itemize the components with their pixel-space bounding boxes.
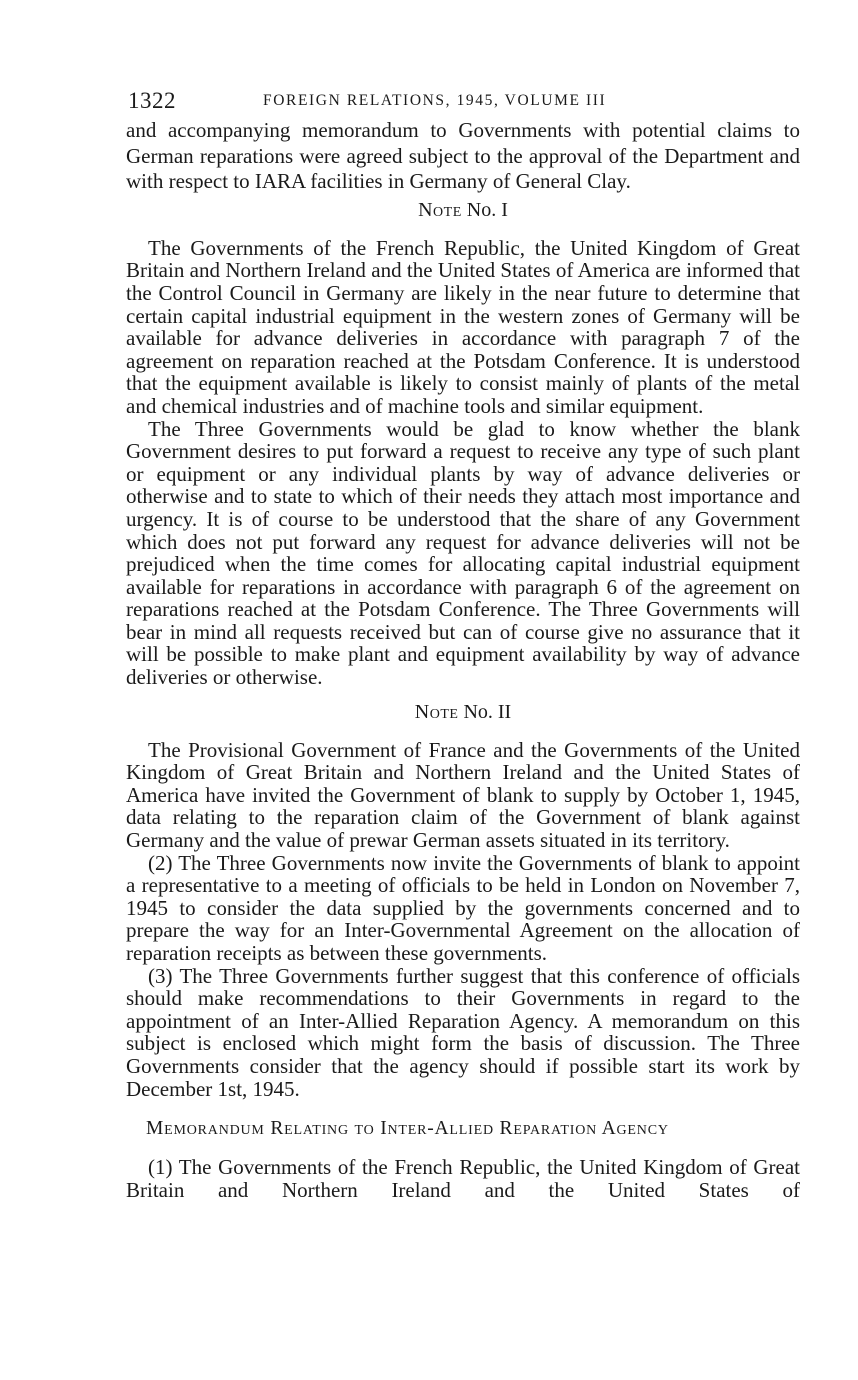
page-number: 1322: [128, 88, 176, 113]
note-1-paragraph-2: The Three Governments would be glad to know whether the blank Government desires to put forward a request to receive any type of such plant or equipment or any individual plants by way of advance deliveries or otherwise and to state to which of their needs they attach most importance and urgency. It is of course to be understood that the share of any Government which does not put forward any request for advance deliveries will not be prejudiced when the time comes for allocating capital industrial equipment available for reparations in accordance with paragraph 6 of the agreement on reparations reached at the Potsdam Conference. The Three Governments will bear in mind all requests received but can of course give no assurance that it will be possible to make plant and equipment availability by way of advance deliveries or otherwise.: [126, 416, 800, 690]
memorandum-paragraph-1: (1) The Governments of the French Republic, the United Kingdom of Great Britain and Northern Ireland and the United States of: [126, 1155, 800, 1202]
note-2-heading-word: Note: [414, 700, 459, 723]
note-2-paragraph-2: (2) The Three Governments now invite the Governments of blank to appoint a representative to a meeting of officials to be held in London on November 7, 1945 to consider the data supplied by the governments concerned and to prepare the way for an Inter-Governmental Agreement on the allocation of reparation receipts as between these governments.: [126, 850, 800, 965]
note-2-paragraph-3: (3) The Three Governments further suggest that this conference of officials should make recommendations to their Governments in regard to the appointment of an Inter-Allied Reparation Agency. A memorandum on this subject is enclosed which might form the basis of discussion. The Three Governments consider that the agency should if possible start its work by December 1st, 1945.: [126, 963, 800, 1101]
running-title: FOREIGN RELATIONS, 1945, VOLUME III: [263, 92, 607, 109]
note-2-paragraph-1: The Provisional Government of France and the Governments of the United Kingdom of Great Britain and Northern Ireland and the United States of America have invited the Government of blank to supply by October 1, 1945, data relating to the reparation claim of the Government of blank against Germany and the value of prewar German assets situated in its territory.: [126, 737, 800, 853]
note-2-heading: [126, 701, 800, 723]
memorandum-heading: Memorandum Relating to Inter-Allied Reparation Agency: [146, 1118, 669, 1140]
document-page: [126, 88, 800, 1201]
note-1-heading-word: Note: [418, 198, 462, 221]
note-1-heading: [126, 199, 800, 221]
note-1-paragraph-1: The Governments of the French Republic, the United Kingdom of Great Britain and Northern Ireland and the United States of America are informed that the Control Council in Germany are likely in the near future to determine that certain capital industrial equipment in the western zones of Germany will be available for advance deliveries in accordance with paragraph 7 of the agreement on reparation reached at the Potsdam Conference. It is understood that the equipment available is likely to consist mainly of plants of the metal and chemical industries and of machine tools and similar equipment.: [126, 235, 800, 418]
running-header: [126, 88, 800, 118]
intro-paragraph: and accompanying memorandum to Governments with potential claims to German reparations were agreed subject to the approval of the Department and with respect to IARA facilities in Germany of General Clay.: [126, 118, 800, 194]
note-1-heading-number: No. I: [466, 198, 508, 221]
note-2-heading-number: No. II: [463, 700, 512, 723]
